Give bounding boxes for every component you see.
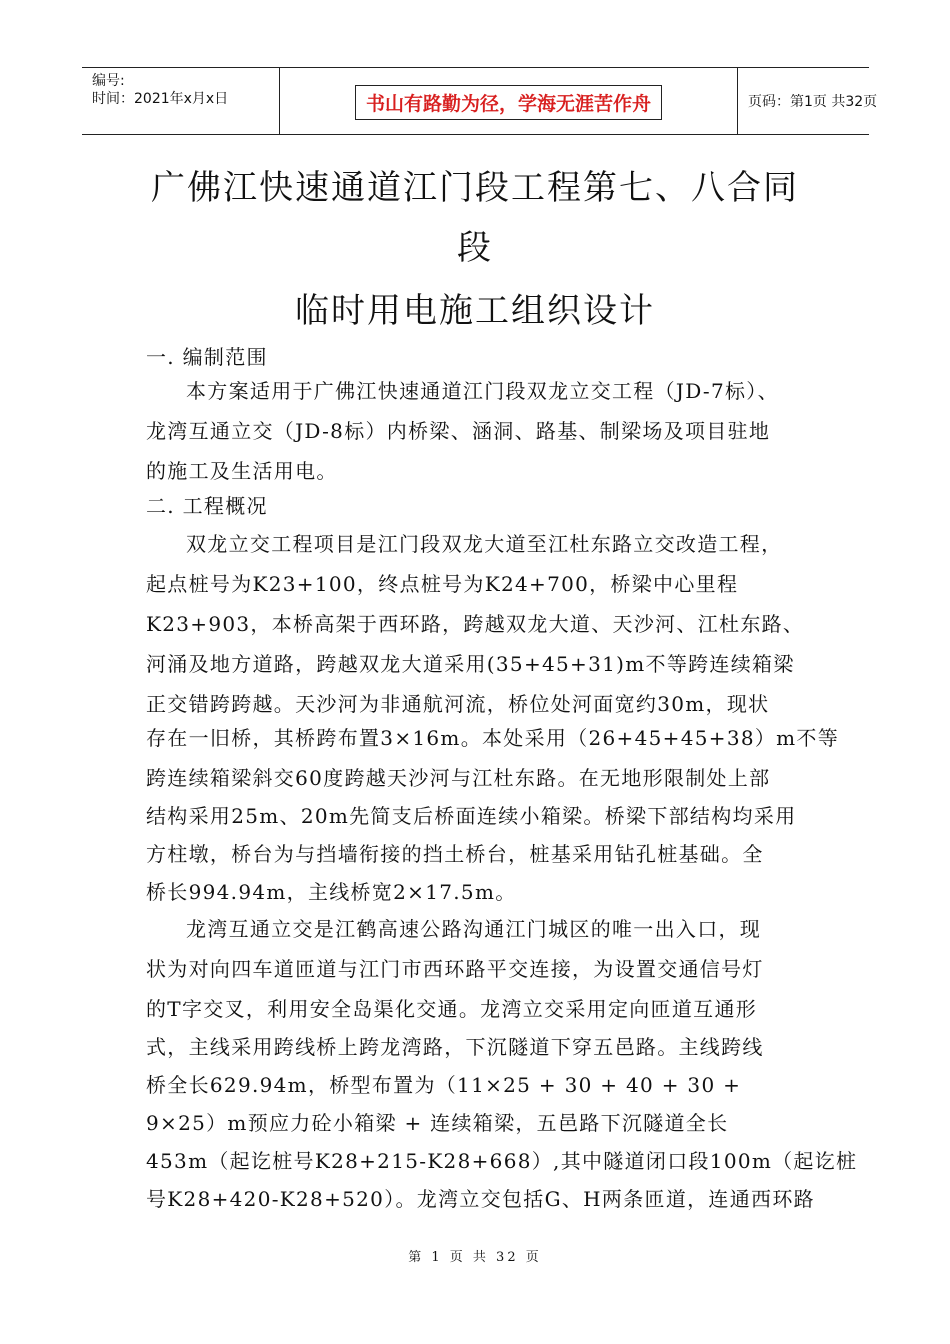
header-meta-cell [82,68,280,134]
motto-text: 书山有路勤为径，学海无涯苦作舟 [355,85,662,120]
body-line: 双龙立交工程项目是江门段双龙大道至江杜东路立交改造工程， [186,532,783,556]
body-line: 二. 工程概况 [146,494,268,518]
body-line: 桥全长629.94m，桥型布置为（11×25 + 30 + 40 + 30 + [146,1073,742,1097]
body-line: 河涌及地方道路，跨越双龙大道采用(35+45+31)m不等跨连续箱梁 [146,652,795,676]
time-label: 时间：2021年x月x日 [92,91,229,107]
body-line: 一. 编制范围 [146,345,268,369]
body-line: 方柱墩，桥台为与挡墙衔接的挡土桥台，桩基采用钻孔桩基础。全 [146,842,764,866]
page-footer: 第 1 页 共 32 页 [408,1250,542,1265]
body-line: 桥长994.94m，主线桥宽2×17.5m。 [146,880,517,904]
header-motto-cell [280,68,738,134]
body-line: 453m（起讫桩号K28+215-K28+668）,其中隧道闭口段100m（起讫桩 [146,1149,858,1173]
doc-title-line-2: 段 [457,228,493,268]
body-line: K23+903，本桥高架于西环路，跨越双龙大道、天沙河、江杜东路、 [146,612,805,636]
body-line: 正交错跨跨越。天沙河为非通航河流，桥位处河面宽约30m，现状 [146,692,770,716]
body-line: 式，主线采用跨线桥上跨龙湾路，下沉隧道下穿五邑路。主线跨线 [146,1035,764,1059]
doc-title-line-1: 广佛江快速通道江门段工程第七、八合同 [151,168,799,208]
body-line: 的T字交叉，利用安全岛渠化交通。龙湾立交采用定向匝道互通形 [146,997,758,1021]
number-label: 编号: [92,73,125,89]
body-line: 结构采用25m、20m先简支后桥面连续小箱梁。桥梁下部结构均采用 [146,804,797,828]
body-line: 起点桩号为K23+100，终点桩号为K24+700，桥梁中心里程 [146,572,739,596]
body-line: 龙湾互通立交是江鹤高速公路沟通江门城区的唯一出入口，现 [186,917,762,941]
body-line: 号K28+420-K28+520）。龙湾立交包括G、H两条匝道，连通西环路 [146,1187,815,1211]
body-line: 本方案适用于广佛江快速通道江门段双龙立交工程（JD-7标）、 [186,379,779,403]
page-info: 页码：第1页 共32页 [748,94,878,110]
doc-title-line-3: 临时用电施工组织设计 [295,291,655,331]
body-line: 龙湾互通立交（JD-8标）内桥梁、涵洞、路基、制梁场及项目驻地 [146,419,771,443]
body-line: 状为对向四车道匝道与江门市西环路平交连接，为设置交通信号灯 [146,957,764,981]
body-line: 存在一旧桥，其桥跨布置3×16m。本处采用（26+45+45+38）m不等 [146,726,840,750]
document-header [82,67,878,135]
body-line: 跨连续箱梁斜交60度跨越天沙河与江杜东路。在无地形限制处上部 [146,766,771,790]
body-line: 9×25）m预应力砼小箱梁 + 连续箱梁，五邑路下沉隧道全长 [146,1111,729,1135]
body-line: 的施工及生活用电。 [146,459,338,483]
